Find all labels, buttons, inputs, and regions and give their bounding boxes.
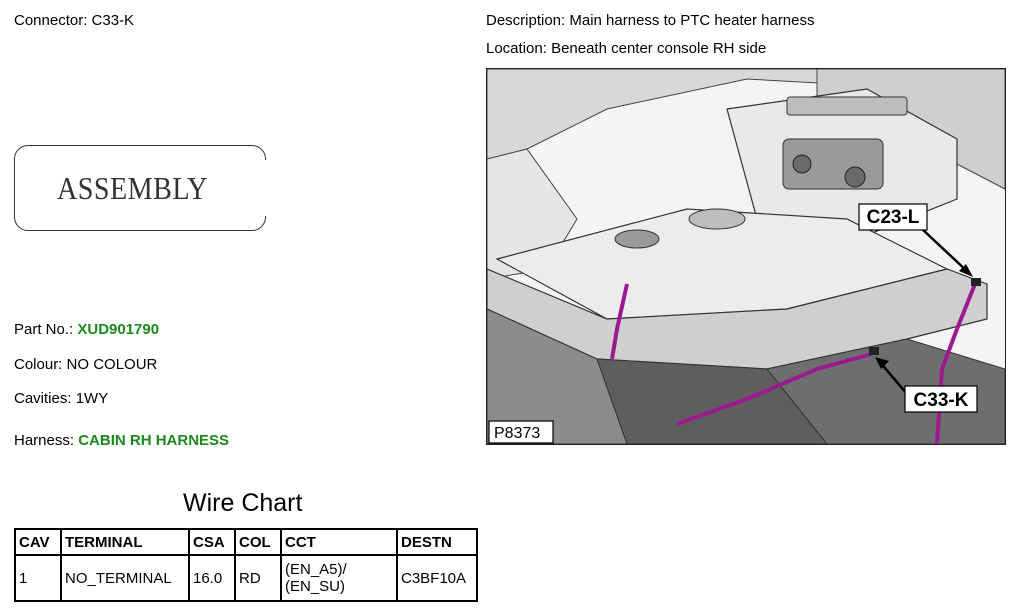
figure-id: P8373 — [494, 425, 541, 442]
header-csa: CSA — [189, 529, 235, 555]
cavities-value: 1WY — [75, 390, 109, 407]
header-col: COL — [235, 529, 281, 555]
colour-value: NO COLOUR — [66, 356, 158, 373]
colour-line — [14, 356, 157, 373]
cell-cct — [281, 555, 397, 601]
header-destn: DESTN — [397, 529, 477, 555]
description-line — [486, 12, 815, 29]
part-no-label: Part No.: — [14, 321, 74, 338]
wire-chart-table — [14, 528, 478, 602]
cell-col: RD — [235, 555, 281, 601]
cct-line-1: (EN_A5)/ — [285, 561, 347, 578]
cell-terminal: NO_TERMINAL — [61, 555, 189, 601]
header-cav: CAV — [15, 529, 61, 555]
cell-cav: 1 — [15, 555, 61, 601]
table-row — [15, 555, 477, 601]
part-no-line — [14, 321, 159, 338]
assembly-text: ASSEMBLY — [57, 170, 208, 206]
assembly-image — [14, 145, 266, 231]
cell-csa: 16.0 — [189, 555, 235, 601]
harness-line — [14, 432, 229, 449]
connector-value: C33-K — [91, 12, 135, 29]
cct-line-2: (EN_SU) — [285, 578, 346, 595]
wire-chart-title: Wire Chart — [183, 489, 303, 517]
callout-c33k: C33-K — [913, 390, 969, 411]
connector-line — [14, 12, 134, 29]
part-no-value[interactable]: XUD901790 — [77, 321, 160, 338]
colour-label: Colour: — [14, 356, 63, 373]
wire-chart-header-row — [15, 529, 477, 555]
cavities-line — [14, 390, 108, 407]
cavities-label: Cavities: — [14, 390, 72, 407]
location-label: Location: — [486, 40, 547, 57]
harness-label: Harness: — [14, 432, 75, 449]
connector-label: Connector: — [14, 12, 88, 29]
cell-destn: C3BF10A — [397, 555, 477, 601]
harness-value[interactable]: CABIN RH HARNESS — [78, 432, 230, 449]
location-illustration — [486, 68, 1006, 445]
description-value: Main harness to PTC heater harness — [569, 12, 815, 29]
header-cct: CCT — [281, 529, 397, 555]
location-value: Beneath center console RH side — [551, 40, 767, 57]
description-label: Description: — [486, 12, 566, 29]
header-terminal: TERMINAL — [61, 529, 189, 555]
location-line — [486, 40, 766, 57]
callout-c23l: C23-L — [866, 207, 920, 228]
